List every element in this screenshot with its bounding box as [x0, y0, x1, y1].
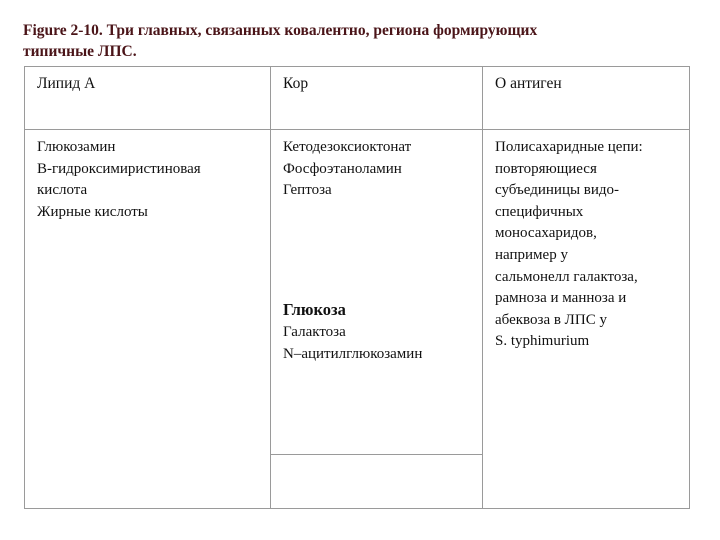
text-line: моносахаридов, — [495, 225, 597, 242]
list-item: В-гидроксимиристиновая — [37, 160, 201, 177]
text-line: например у — [495, 246, 568, 263]
header-core: Кор — [283, 75, 309, 92]
column-divider-1 — [270, 67, 271, 508]
text-line: абеквоза в ЛПС у — [495, 311, 607, 328]
figure-caption — [23, 20, 703, 62]
caption-line-2: типичные ЛПС. — [23, 43, 137, 60]
list-item: Кетодезоксиоктонат — [283, 139, 412, 155]
text-line: S. typhimurium — [495, 333, 590, 350]
list-item: Фосфоэтаноламин — [283, 160, 402, 177]
list-item: Жирные кислоты — [37, 203, 148, 220]
core-highlight-glucose: Глюкоза — [283, 300, 346, 319]
text-line: субъединицы видо- — [495, 182, 620, 199]
caption-line-1: Figure 2-10. Три главных, связанных ковалентно, региона формирующих — [23, 22, 538, 39]
core-cell-divider — [270, 454, 483, 455]
list-item: Галактоза — [283, 324, 346, 340]
list-item: Глюкозамин — [37, 139, 116, 155]
header-o-antigen: О антиген — [495, 75, 562, 92]
list-item: Гептоза — [283, 182, 332, 199]
core-components-bottom — [283, 322, 422, 365]
header-lipid-a: Липид А — [37, 75, 96, 92]
lipid-a-components — [37, 137, 201, 223]
column-divider-2 — [482, 67, 483, 508]
list-item: N–ацитилглюкозамин — [283, 345, 423, 362]
text-line: рамноза и манноза и — [495, 290, 627, 307]
text-line: повторяющиеся — [495, 160, 597, 177]
o-antigen-description — [495, 137, 643, 353]
text-line: Полисахаридные цепи: — [495, 139, 643, 155]
header-row-divider — [25, 129, 689, 130]
text-line: специфичных — [495, 203, 584, 220]
lps-regions-table — [24, 66, 690, 509]
text-line: сальмонелл галактоза, — [495, 268, 638, 285]
core-components-top — [283, 137, 411, 202]
list-item: кислота — [37, 182, 88, 199]
